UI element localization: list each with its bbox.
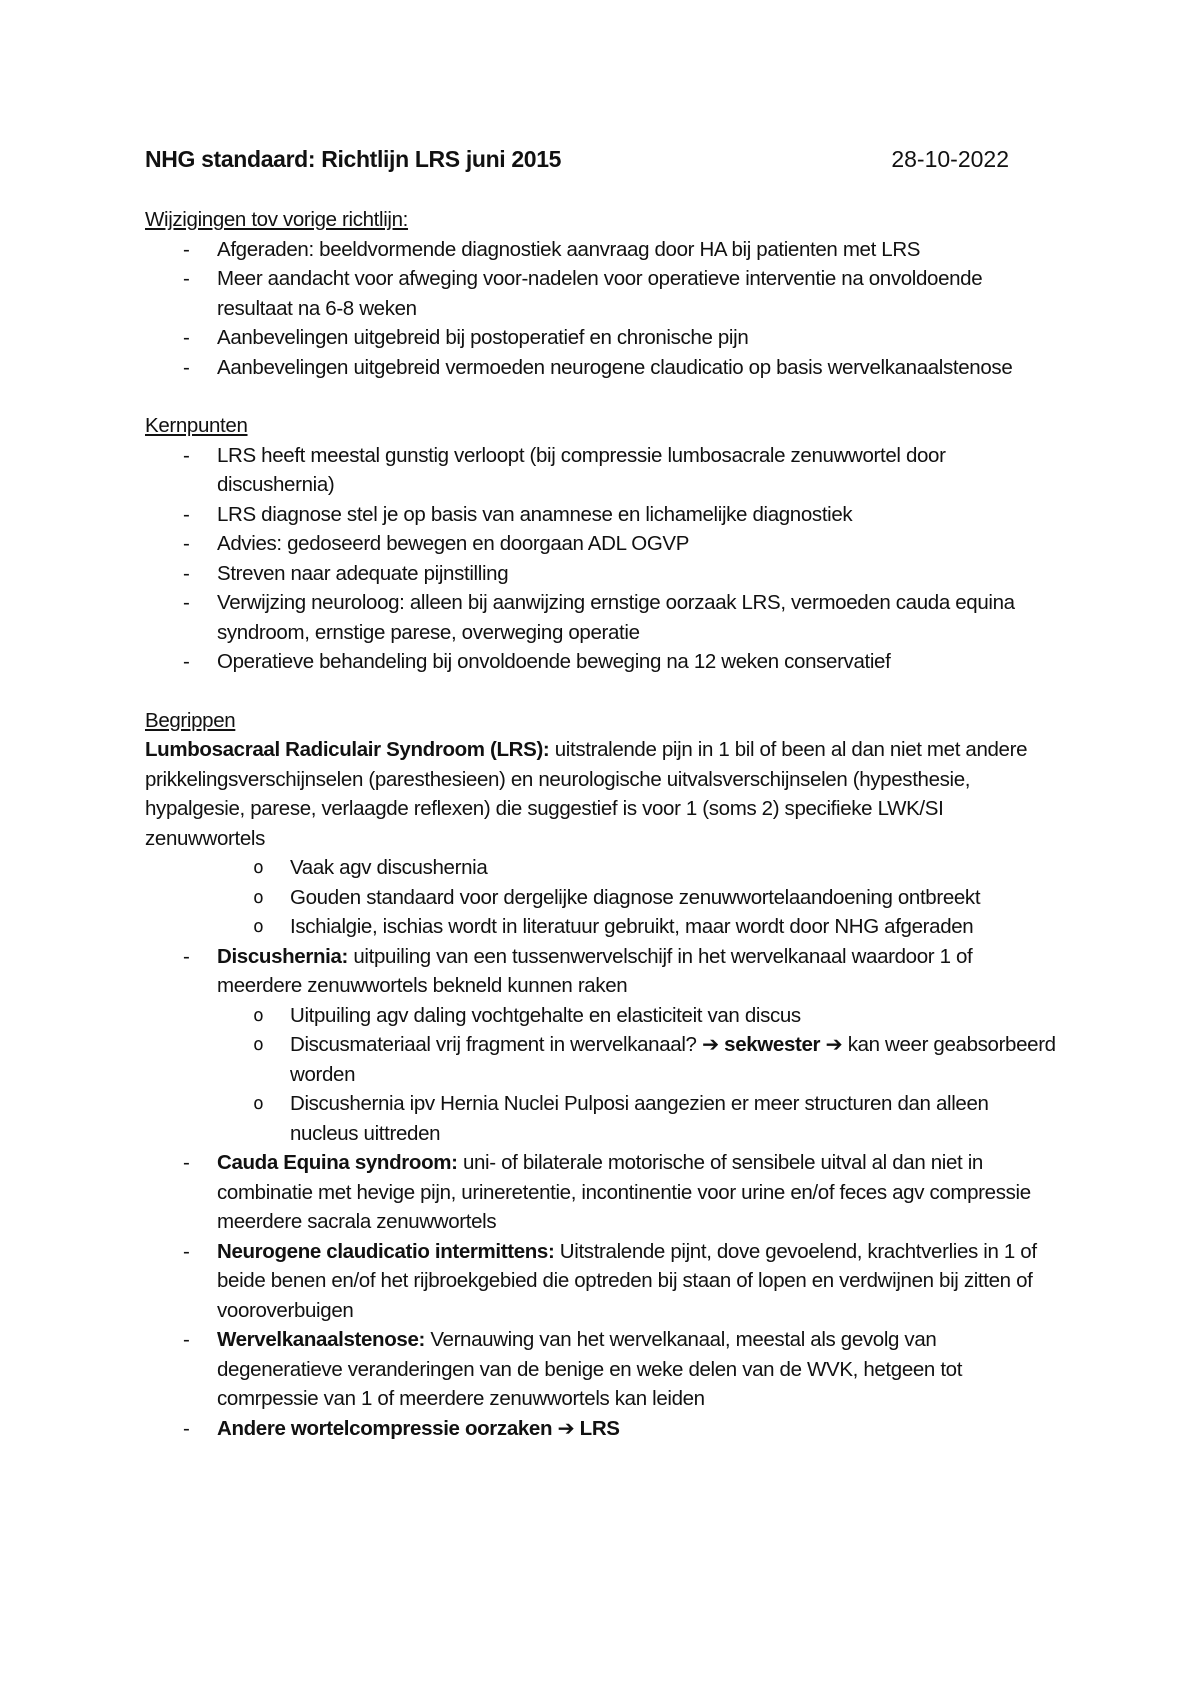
dash-bullet: - <box>183 944 190 968</box>
list-item <box>145 264 1060 323</box>
list-item <box>145 235 1060 265</box>
dash-bullet: - <box>183 237 190 261</box>
sub-list-item <box>217 1001 1060 1031</box>
section-heading-wijzigingen: Wijzigingen tov vorige richtlijn: <box>145 208 409 231</box>
dash-bullet: - <box>183 1416 190 1440</box>
sub-list-item <box>145 853 1060 883</box>
sekwester-term: sekwester <box>724 1033 821 1056</box>
dash-bullet: - <box>183 1151 190 1174</box>
dash-bullet: - <box>183 591 190 614</box>
circle-bullet: o <box>253 857 264 878</box>
wervel-term: Wervelkanaalstenose: <box>217 1328 425 1351</box>
document-body <box>145 146 1060 1443</box>
sub-list-item-text: kan weer geabsorbeerd worden <box>290 1033 1056 1086</box>
sub-list-item-text: Ischialgie, ischias wordt in literatuur gebruikt, maar wordt door NHG afgeraden <box>290 915 974 938</box>
list-item <box>145 529 1060 559</box>
sub-list-item-text: Gouden standaard voor dergelijke diagnose zenuwwortelaandoening ontbreekt <box>290 885 981 909</box>
dash-bullet: - <box>183 355 190 379</box>
section-heading-kernpunten: Kernpunten <box>145 414 248 437</box>
dash-bullet: - <box>183 1328 190 1351</box>
sub-list-item-text: Discushernia ipv Hernia Nuclei Pulposi aangezien er meer structuren dan alleen nucleus uittreden <box>290 1092 989 1145</box>
dash-bullet: - <box>183 443 190 467</box>
sub-list-item <box>217 1030 1060 1089</box>
list-item-text: Meer aandacht voor afweging voor-nadelen voor operatieve interventie na onvoldoende resultaat na 6-8 weken <box>217 267 983 320</box>
list-item-text: Advies: gedoseerd bewegen en doorgaan ADL OGVP <box>217 532 690 555</box>
kernpunten-list <box>145 441 1060 677</box>
circle-bullet: o <box>253 916 264 937</box>
title-row <box>145 146 1060 176</box>
list-item <box>145 559 1060 589</box>
list-item <box>145 588 1060 647</box>
andere-term: Andere wortelcompressie oorzaken <box>217 1416 558 1440</box>
cauda-text: uni- of bilaterale motorische of sensibele uitval al dan niet in combinatie met hevige pijn, urineretentie, incontinentie voor urine en/of feces agv compressie meerdere sacrala zenuwwortels <box>217 1151 1031 1233</box>
discushernia-text: uitpuiling van een tussenwervelschijf in het wervelkanaal waardoor 1 of meerdere zenuwwortels bekneld kunnen raken <box>217 944 973 997</box>
document-date: 28-10-2022 <box>891 146 1009 172</box>
list-item-text: Aanbevelingen uitgebreid vermoeden neurogene claudicatio op basis wervelkanaalstenose <box>217 355 1013 379</box>
definition-discushernia <box>145 942 1060 1149</box>
list-item <box>145 441 1060 500</box>
dash-bullet: - <box>183 267 190 290</box>
sub-list-item-text: Vaak agv discushernia <box>290 856 488 879</box>
arrow-icon: ➔ <box>557 1416 575 1440</box>
list-item <box>145 323 1060 353</box>
arrow-icon: ➔ <box>825 1033 843 1056</box>
dash-bullet: - <box>183 561 190 585</box>
circle-bullet: o <box>253 1004 264 1026</box>
list-item <box>145 353 1060 383</box>
discushernia-sublist <box>145 1001 1060 1149</box>
section-begrippen <box>145 706 1060 1444</box>
dash-bullet: - <box>183 650 190 673</box>
list-item <box>145 500 1060 530</box>
neuro-term: Neurogene claudicatio intermittens: <box>217 1239 555 1263</box>
document-title: NHG standaard: Richtlijn LRS juni 2015 <box>145 146 562 172</box>
section-wijzigingen <box>145 205 1060 382</box>
lrs-term: Lumbosacraal Radiculair Syndroom (LRS): <box>145 738 550 761</box>
andere-target: LRS <box>574 1416 620 1440</box>
definition-neurogene-claudicatio <box>145 1237 1060 1326</box>
lrs-definition <box>145 735 1060 853</box>
list-item-text: Operatieve behandeling bij onvoldoende beweging na 12 weken conservatief <box>217 650 891 673</box>
section-heading-begrippen: Begrippen <box>145 708 236 732</box>
circle-bullet: o <box>253 1093 264 1114</box>
arrow-icon: ➔ <box>701 1033 719 1056</box>
begrippen-list <box>145 942 1060 1444</box>
definition-andere-oorzaken <box>145 1414 1060 1444</box>
list-item-text: LRS diagnose stel je op basis van anamnese en lichamelijke diagnostiek <box>217 502 853 526</box>
neuro-text: Uitstralende pijnt, dove gevoelend, krachtverlies in 1 of beide benen en/of het rijbroekgebied die optreden bij staan of lopen en verdwijnen bij zitten of vooroverbuigen <box>217 1239 1037 1322</box>
wervel-text: Vernauwing van het wervelkanaal, meestal als gevolg van degeneratieve veranderingen van de benige en weke delen van de WVK, hetgeen tot comrpessie van 1 of meerdere zenuwwortels kan leiden <box>217 1328 963 1410</box>
lrs-text: uitstralende pijn in 1 bil of been al dan niet met andere prikkelingsverschijnselen (paresthesieen) en neurologische uitvalsverschijnselen (hypesthesie, hypalgesie, parese, verlaagde reflexen) die suggestief is voor 1 (soms 2) specifieke LWK/SI zenuwwortels <box>145 738 1028 850</box>
dash-bullet: - <box>183 326 190 349</box>
list-item-text: Verwijzing neuroloog: alleen bij aanwijzing ernstige oorzaak LRS, vermoeden cauda equina syndroom, ernstige parese, overweging operatie <box>217 591 1015 644</box>
cauda-term: Cauda Equina syndroom: <box>217 1151 458 1174</box>
list-item-text: Aanbevelingen uitgebreid bij postoperatief en chronische pijn <box>217 326 749 349</box>
dash-bullet: - <box>183 532 190 555</box>
lrs-sublist <box>145 853 1060 942</box>
list-item <box>145 647 1060 677</box>
sub-list-item <box>217 1089 1060 1148</box>
dash-bullet: - <box>183 1239 190 1263</box>
sub-list-item-text: Uitpuiling agv daling vochtgehalte en elasticiteit van discus <box>290 1003 801 1027</box>
discushernia-term: Discushernia: <box>217 944 349 968</box>
wijzigingen-list <box>145 235 1060 383</box>
dash-bullet: - <box>183 502 190 526</box>
sub-list-item <box>145 883 1060 913</box>
list-item-text: LRS heeft meestal gunstig verloopt (bij compressie lumbosacrale zenuwwortel door discushernia) <box>217 443 946 496</box>
sub-list-item-text: Discusmateriaal vrij fragment in wervelkanaal? <box>290 1033 702 1056</box>
definition-wervelkanaalstenose <box>145 1325 1060 1414</box>
sub-list-item <box>145 912 1060 942</box>
list-item-text: Afgeraden: beeldvormende diagnostiek aanvraag door HA bij patienten met LRS <box>217 237 921 261</box>
circle-bullet: o <box>253 1034 264 1055</box>
definition-cauda-equina <box>145 1148 1060 1237</box>
list-item-text: Streven naar adequate pijnstilling <box>217 561 509 585</box>
circle-bullet: o <box>253 886 264 908</box>
section-kernpunten <box>145 411 1060 677</box>
